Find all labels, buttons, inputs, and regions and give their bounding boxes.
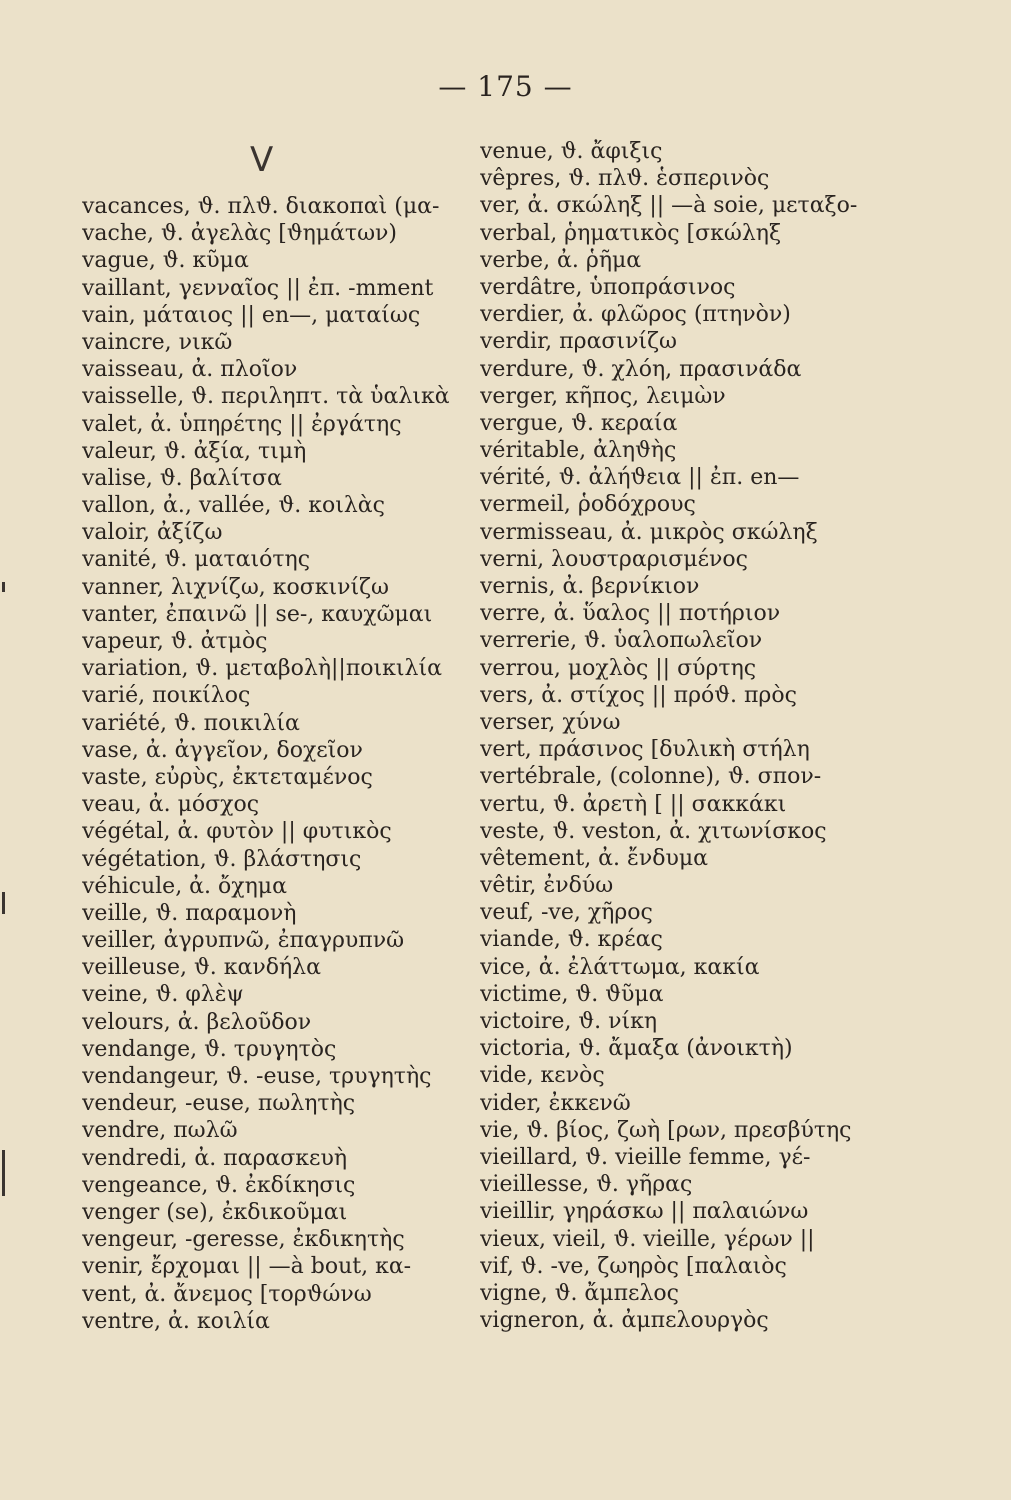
dictionary-entry: victoria, ϑ. ἄμαξα (ἀνοικτὴ): [480, 1036, 793, 1062]
dictionary-entry: vanité, ϑ. ματαιότης: [82, 547, 311, 573]
dictionary-entry: valeur, ϑ. ἀξία, τιμὴ: [82, 438, 307, 464]
dictionary-entry: vieillesse, ϑ. γῆρας: [480, 1172, 693, 1198]
page-number: — 175 —: [438, 70, 573, 103]
dictionary-entry: vieux, vieil, ϑ. vieille, γέρων ||: [480, 1226, 815, 1252]
dictionary-entry: veille, ϑ. παραμονὴ: [82, 900, 297, 926]
dictionary-entry: verdâtre, ὑποπράσινος: [480, 274, 736, 300]
dictionary-entry: vêtement, ἀ. ἔνδυμα: [480, 845, 708, 871]
dictionary-entry: vaisselle, ϑ. περιληπτ. τὰ ὑαλικὰ: [82, 384, 450, 410]
dictionary-entry: ver, ἀ. σκώληξ || —à soie, μεταξο-: [480, 193, 858, 219]
dictionary-entry: velours, ἀ. βελοῦδον: [82, 1009, 312, 1035]
dictionary-entry: veuf, -ve, χῆρος: [480, 900, 653, 926]
dictionary-entry: venir, ἔρχομαι || —à bout, κα-: [82, 1254, 412, 1280]
dictionary-entry: valet, ἀ. ὑπηρέτης || ἐργάτης: [82, 411, 402, 437]
dictionary-entry: verger, κῆπος, λειμὼν: [480, 383, 726, 409]
dictionary-entry: vaincre, νικῶ: [82, 329, 233, 355]
dictionary-entry: véritable, ἀληϑὴς: [480, 438, 677, 464]
dictionary-entry: vieillard, ϑ. vieille femme, γέ-: [480, 1144, 811, 1170]
dictionary-entry: verrerie, ϑ. ὑαλοπωλεῖον: [480, 628, 763, 654]
dictionary-entry: vapeur, ϑ. ἀτμὸς: [82, 629, 268, 654]
dictionary-entry: végétal, ἀ. φυτὸν || φυτικὸς: [82, 819, 392, 845]
dictionary-entry: verre, ἀ. ὕαλος || ποτήριον: [480, 601, 781, 627]
dictionary-entry: verdir, πρασινίζω: [480, 329, 677, 355]
right-column: [480, 138, 890, 1334]
dictionary-entry: veine, ϑ. φλὲψ: [82, 982, 244, 1008]
dictionary-entry: variété, ϑ. ποικιλία: [82, 710, 300, 736]
dictionary-entry: vendange, ϑ. τρυγητὸς: [82, 1036, 337, 1062]
dictionary-entry: vide, κενὸς: [480, 1063, 605, 1089]
dictionary-entry: vigne, ϑ. ἄμπελος: [480, 1280, 679, 1306]
dictionary-entry: verdure, ϑ. χλόη, πρασινάδα: [480, 356, 802, 382]
dictionary-entry: végétation, ϑ. βλάστησις: [82, 846, 362, 872]
dictionary-entry: vermeil, ῥοδόχρους: [480, 492, 696, 518]
dictionary-entry: vers, ἀ. στίχος || πρόϑ. πρὸς: [480, 682, 797, 708]
dictionary-entry: verni, λουστραρισμένος: [480, 546, 748, 572]
dictionary-entry: vieillir, γηράσκω || παλαιώνω: [480, 1199, 809, 1225]
dictionary-entry: vice, ἀ. ἐλάττωμα, κακία: [480, 954, 760, 980]
margin-mark: [2, 1150, 5, 1196]
dictionary-entry: vague, ϑ. κῦμα: [82, 248, 249, 274]
dictionary-entry: vase, ἀ. ἀγγεῖον, δοχεῖον: [82, 737, 363, 763]
dictionary-entry: victoire, ϑ. νίκη: [480, 1009, 658, 1034]
dictionary-entry: verrou, μοχλὸς || σύρτης: [480, 655, 757, 681]
dictionary-entry: vanter, ἐπαινῶ || se-, καυχῶμαι: [82, 601, 433, 627]
dictionary-entry: vernis, ἀ. βερνίκιον: [480, 574, 700, 599]
dictionary-entry: vermisseau, ἀ. μικρὸς σκώληξ: [480, 519, 818, 545]
dictionary-entry: valoir, ἀξίζω: [82, 520, 223, 546]
dictionary-entry: victime, ϑ. ϑῦμα: [480, 981, 664, 1007]
dictionary-entry: venger (se), ἐκδικοῦμαι: [82, 1199, 348, 1225]
dictionary-entry: vigneron, ἀ. ἀμπελουργὸς: [480, 1308, 769, 1334]
dictionary-entry: vendeur, -euse, πωλητὴς: [82, 1091, 356, 1117]
dictionary-entry: vergue, ϑ. κεραία: [480, 410, 678, 436]
dictionary-entry: vertu, ϑ. ἀρετὴ [ || σακκάκι: [480, 791, 787, 817]
dictionary-entry: veste, ϑ. veston, ἀ. χιτωνίσκος: [480, 818, 827, 844]
dictionary-entry: variation, ϑ. μεταβολὴ||ποικιλία: [82, 656, 442, 682]
dictionary-entry: veilleuse, ϑ. κανδήλα: [82, 955, 321, 981]
dictionary-entry: verser, χύνω: [480, 709, 621, 735]
dictionary-entry: varié, ποικίλος: [82, 683, 251, 709]
dictionary-entry: vie, ϑ. βίος, ζωὴ [ρων, πρεσβύτης: [480, 1117, 852, 1143]
dictionary-entry: vaisseau, ἀ. πλοῖον: [82, 357, 298, 383]
dictionary-entry: vérité, ϑ. ἀλήϑεια || ἐπ. en—: [480, 465, 800, 491]
dictionary-entry: vêtir, ἐνδύω: [480, 873, 614, 899]
dictionary-entry: ventre, ἀ. κοιλία: [82, 1308, 270, 1334]
dictionary-entry: vacances, ϑ. πλϑ. διακοπαὶ (μα-: [82, 194, 440, 219]
dictionary-entry: vendre, πωλῶ: [82, 1118, 238, 1144]
dictionary-entry: vert, πράσινος [δυλικὴ στήλη: [480, 737, 810, 763]
dictionary-entry: vertébrale, (colonne), ϑ. σπον-: [480, 764, 822, 790]
dictionary-entry: vêpres, ϑ. πλϑ. ἑσπερινὸς: [480, 166, 770, 192]
dictionary-entry: vendangeur, ϑ. -euse, τρυγητὴς: [82, 1064, 432, 1089]
dictionary-entry: vaste, εὐρὺς, ἐκτεταμένος: [82, 764, 373, 790]
dictionary-entry: vengeur, -geresse, ἐκδικητὴς: [82, 1227, 405, 1253]
dictionary-entry: vain, μάταιος || en—, ματαίως: [82, 302, 421, 328]
dictionary-entry: véhicule, ἀ. ὄχημα: [82, 873, 287, 899]
margin-mark: [2, 582, 5, 592]
dictionary-entry: vider, ἐκκενῶ: [480, 1090, 631, 1116]
margin-mark: [2, 892, 5, 914]
dictionary-entry: vanner, λιχνίζω, κοσκινίζω: [82, 574, 389, 600]
dictionary-entry: vache, ϑ. ἀγελὰς [ϑημάτων): [82, 221, 397, 247]
dictionary-entry: veiller, ἀγρυπνῶ, ἐπαγρυπνῶ: [82, 928, 405, 954]
dictionary-entry: verdier, ἀ. φλῶρος (πτηνὸν): [480, 302, 791, 328]
dictionary-entry: vengeance, ϑ. ἐκδίκησις: [82, 1172, 356, 1198]
dictionary-entry: venue, ϑ. ἄφιξις: [480, 139, 663, 164]
dictionary-entry: vaillant, γενναῖος || ἐπ. -mment: [82, 275, 434, 301]
dictionary-entry: vent, ἀ. ἄνεμος [τορϑώνω: [82, 1281, 372, 1307]
dictionary-entry: vif, ϑ. -ve, ζωηρὸς [παλαιὸς: [480, 1253, 787, 1279]
dictionary-entry: veau, ἀ. μόσχος: [82, 792, 260, 818]
dictionary-entry: verbal, ῥηματικὸς [σκώληξ: [480, 220, 782, 246]
dictionary-entry: viande, ϑ. κρέας: [480, 927, 663, 953]
dictionary-entry: valise, ϑ. βαλίτσα: [82, 465, 282, 491]
dictionary-entry: verbe, ἀ. ῥῆμα: [480, 247, 642, 273]
dictionary-entry: vallon, ἀ., vallée, ϑ. κοιλὰς: [82, 493, 385, 519]
dictionary-entry: vendredi, ἀ. παρασκευὴ: [82, 1145, 348, 1171]
section-letter-heading: V: [250, 140, 274, 180]
left-column: [82, 193, 492, 1335]
